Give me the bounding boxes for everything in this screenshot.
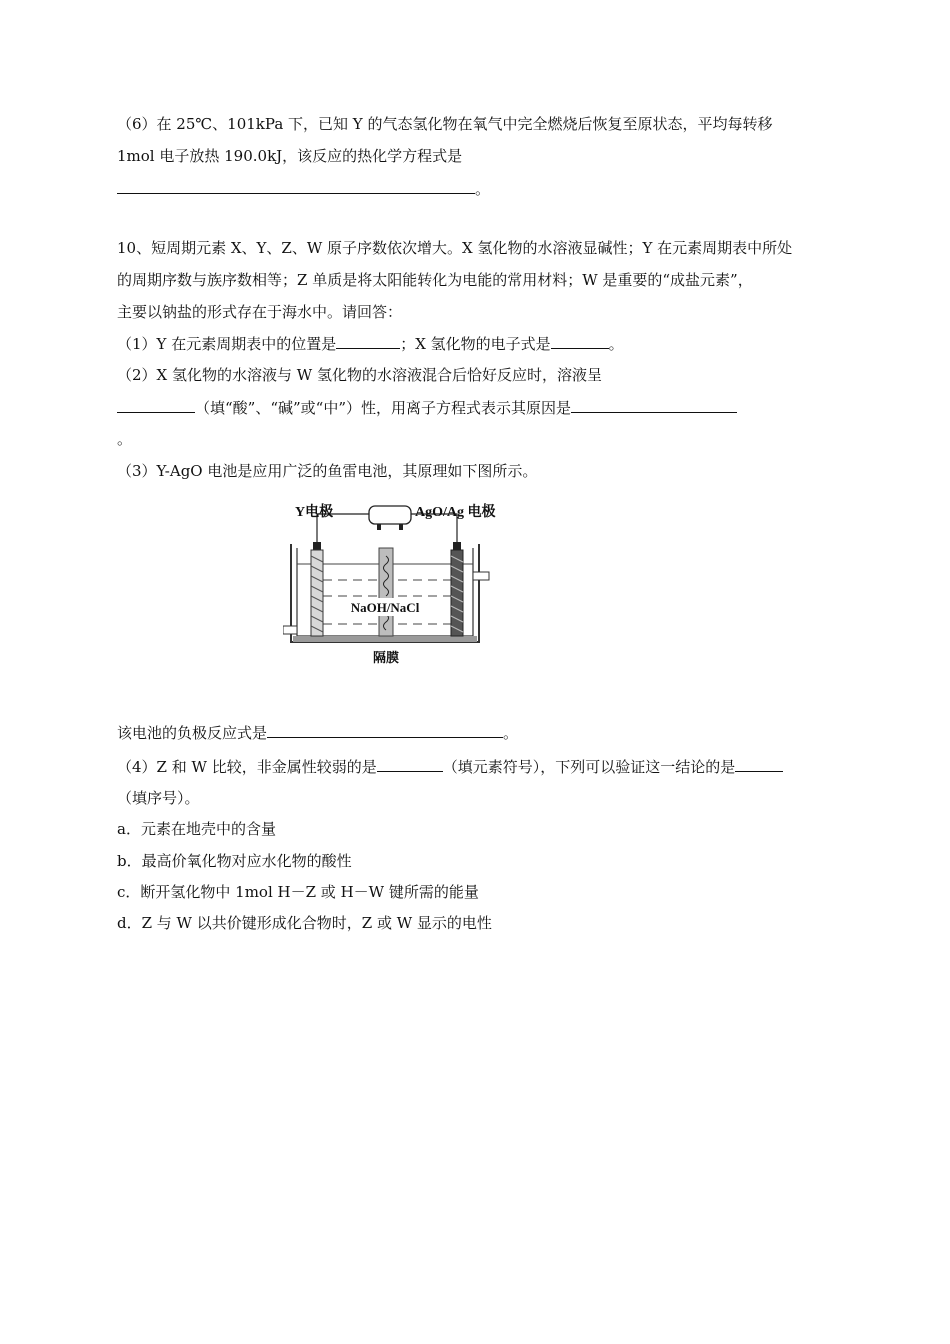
part2-text-mid: （填“酸”、“碱”或“中”）性，用离子方程式表示其原因是	[195, 399, 572, 417]
answer-blank[interactable]	[117, 178, 475, 194]
option-d: d．Z 与 W 以共价键形成化合物时，Z 或 W 显示的电性	[117, 914, 492, 932]
ago-electrode	[451, 542, 463, 636]
q6-line-2: 1mol 电子放热 190.0kJ，该反应的热化学方程式是	[117, 147, 463, 165]
part4-text-a: （4）Z 和 W 比较，非金属性较弱的是	[117, 758, 377, 776]
y-electrode	[311, 542, 323, 636]
q10-intro-3: 主要以钠盐的形式存在于海水中。请回答：	[117, 303, 403, 321]
q10-intro-1: 10、短周期元素 X、Y、Z、W 原子序数依次增大。X 氢化物的水溶液显碱性；Y 在元素周期表中所处	[117, 239, 793, 257]
option-c: c．断开氢化物中 1mol H－Z 或 H－W 键所需的能量	[117, 883, 479, 901]
part1-text-a: （1）Y 在元素周期表中的位置是	[117, 335, 337, 353]
answer-blank[interactable]	[571, 397, 737, 413]
ago-electrode-label: AgO/Ag 电极	[415, 505, 496, 520]
option-b: b．最高价氧化物对应水化物的酸性	[117, 852, 352, 870]
q10-part4-line-1	[117, 756, 783, 777]
answer-blank[interactable]	[117, 397, 195, 413]
answer-blank[interactable]	[735, 756, 783, 772]
answer-blank[interactable]	[336, 333, 400, 349]
part1-text-b: ；X 氢化物的电子式是	[400, 335, 551, 353]
outlet-pipe-right	[473, 572, 489, 580]
solution-label: NaOH/NaCl	[350, 600, 420, 615]
membrane-label: 隔膜	[372, 651, 400, 666]
answer-blank[interactable]	[551, 333, 609, 349]
q10-intro-2: 的周期序数与族序数相等；Z 单质是将太阳能转化为电能的常用材料；W 是重要的“成盐元素”，	[117, 271, 753, 289]
q10-part2-line-1: （2）X 氢化物的水溶液与 W 氢化物的水溶液混合后恰好反应时，溶液呈	[117, 366, 602, 384]
load-device-icon	[369, 506, 411, 530]
q6-end: 。	[475, 180, 491, 198]
part1-text-c: 。	[608, 335, 624, 353]
answer-blank[interactable]	[377, 756, 443, 772]
q10-part4-line-2: （填序号）。	[117, 789, 200, 807]
part3-end: 。	[503, 724, 519, 742]
container-base	[293, 636, 477, 642]
part3-answer-text: 该电池的负极反应式是	[117, 724, 268, 742]
membrane	[379, 548, 393, 636]
q10-part3: （3）Y-AgO 电池是应用广泛的鱼雷电池，其原理如下图所示。	[117, 462, 538, 480]
inlet-pipe-left	[283, 626, 297, 634]
q6-line-1: （6）在 25℃、101kPa 下，已知 Y 的气态氢化物在氧气中完全燃烧后恢复至原状态，平均每转移	[117, 115, 773, 133]
q10-part2-line-2	[117, 397, 737, 418]
option-a: a．元素在地壳中的含量	[117, 820, 276, 838]
q10-part1	[117, 333, 624, 354]
answer-blank[interactable]	[267, 722, 503, 738]
battery-diagram	[283, 496, 513, 672]
q10-part3-answer	[117, 722, 518, 743]
part4-text-b: （填元素符号），下列可以验证这一结论的是	[442, 758, 736, 776]
q6-answer-line	[117, 178, 490, 199]
y-electrode-label: Y电极	[295, 505, 334, 520]
q10-part2-end: 。	[117, 430, 133, 448]
